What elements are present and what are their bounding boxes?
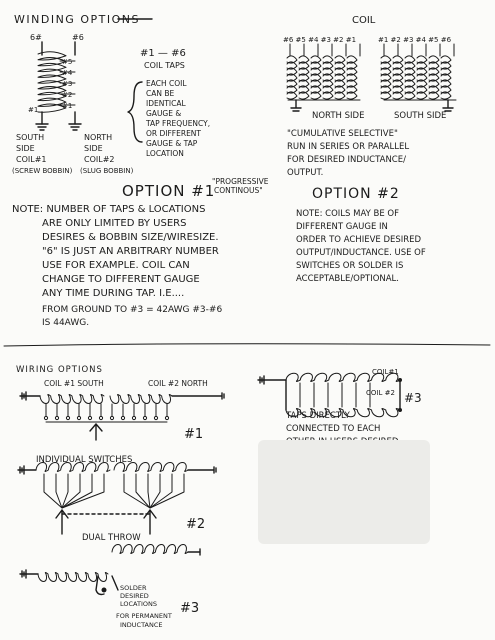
wiring-number-1: #1 — [184, 427, 204, 442]
south-coil-windings — [381, 44, 456, 100]
top-right-tap: #6 — [72, 33, 84, 42]
w2-ground-right — [214, 467, 216, 473]
w4-solder-dot — [102, 588, 107, 593]
switch-contact — [154, 416, 157, 419]
wiring-number-3a: #3 — [404, 391, 422, 405]
switch-contact — [143, 416, 146, 419]
title: WINDING OPTIONS — [14, 13, 140, 26]
switch-contact — [77, 416, 80, 419]
ground-symbol-right — [69, 124, 81, 130]
south-caption: SOUTH SIDE COIL#1 (SCREW BOBBIN) — [12, 133, 73, 175]
option2-heading: OPTION #2 — [312, 186, 400, 202]
w4-coil-right-windings — [112, 545, 188, 554]
tap-label-3: #3 — [62, 80, 73, 88]
w3-coil1-label: COIL#1 — [372, 368, 399, 376]
throw-lead — [150, 474, 184, 508]
switch-contact — [66, 416, 69, 419]
south-ground — [443, 100, 453, 111]
w3-tap-links — [300, 383, 370, 407]
option2-coil-diagram — [283, 36, 456, 121]
wiring-option-3-solder — [20, 545, 200, 630]
w2-ground-left — [18, 466, 24, 474]
option1-heading: OPTION #1 — [122, 182, 216, 200]
coil-loops — [287, 56, 297, 99]
option1-coil-diagram — [12, 33, 134, 175]
individual-switches-label: INDIVIDUAL SWITCHES — [36, 455, 133, 465]
w1-switch-leads — [44, 404, 168, 422]
switch-contact — [99, 416, 102, 419]
north-side-label: NORTH SIDE — [312, 111, 365, 121]
coil-loops — [40, 395, 104, 404]
ground-symbol-left — [36, 124, 48, 130]
coil-loops — [112, 545, 188, 554]
w1-arrow — [90, 424, 102, 440]
throw-lead — [148, 474, 150, 508]
w4-ground-left — [20, 570, 26, 578]
throw-lead — [62, 474, 92, 508]
switch-contact — [88, 416, 91, 419]
coil-loops — [110, 395, 172, 404]
coil-loops — [393, 56, 403, 99]
coil-loops — [429, 56, 439, 99]
coil-loops — [323, 56, 333, 99]
coil2-north-label: COIL #2 NORTH — [148, 379, 208, 388]
wiring-option-3-direct — [258, 368, 422, 417]
coil-loops — [347, 56, 357, 99]
brace-note: EACH COIL CAN BE IDENTICAL GAUGE & TAP FREQUENCY, OR DIFFERENT GAUGE & TAP LOCATION — [146, 79, 211, 158]
w3-node-top — [398, 378, 402, 382]
w3-ground — [258, 376, 264, 384]
coil-loops — [417, 56, 427, 99]
throw-lead — [44, 474, 62, 508]
switch-contact — [165, 416, 168, 419]
w1-ground-right — [222, 393, 224, 399]
coil-loops — [441, 56, 451, 99]
switch-contact — [44, 416, 47, 419]
w1-coil-north — [110, 395, 172, 404]
throw-lead — [150, 474, 160, 508]
coil-loops — [299, 56, 309, 99]
wiring-option-2 — [18, 463, 216, 544]
north-caption: NORTH SIDE COIL#2 (SLUG BOBBIN) — [80, 133, 134, 175]
switch-contact — [132, 416, 135, 419]
tap-label-2: #2 — [62, 91, 73, 99]
section-divider — [4, 344, 490, 346]
option1-note: NOTE: NUMBER OF TAPS & LOCATIONS ARE ONLY LIMITED BY USERS DESIRES & BOBBIN SIZE/WIRESIZE. "6" IS JUST AN ARBITRARY NUMBER USE FOR EXAMPLE. COIL CAN CHANGE TO DIFFERENT GAUGE ANY TIME DURING TAP. I.E.... FROM GROUND TO #3 = 42AWG #3-#6 IS 44AWG. — [12, 204, 223, 328]
coil-taps-label: #1 — #6 COIL TAPS — [140, 48, 186, 70]
south-tap-numbers: #1 #2 #3 #4 #5 #6 — [378, 36, 452, 44]
coil-loops — [335, 56, 345, 99]
switch-contact — [55, 416, 58, 419]
tap-label-5: #5 — [62, 58, 73, 66]
w3-node-bottom — [398, 408, 402, 412]
wiring-heading: WIRING OPTIONS — [16, 365, 103, 375]
north-tap-numbers: #6 #5 #4 #3 #2 #1 — [283, 36, 357, 44]
tap-label-4: #4 — [62, 69, 73, 77]
coil-loops — [381, 56, 391, 99]
option2-note: NOTE: COILS MAY BE OF DIFFERENT GAUGE IN ORDER TO ACHIEVE DESIRED OUTPUT/INDUCTANCE. USE OF SWITCHES OR SOLDER IS ACCEPTABLE/OPTIONAL. — [296, 209, 426, 284]
eraser-smudge — [258, 440, 430, 544]
coil-loops — [311, 56, 321, 99]
wiring-number-3b: #3 — [180, 601, 200, 616]
south-side-label: SOUTH SIDE — [394, 111, 447, 121]
coil-header: COIL — [352, 15, 376, 26]
top-left-tap: 6# — [30, 33, 42, 42]
coil-loops — [405, 56, 415, 99]
w3-coil2-label: COIL #2 — [366, 389, 395, 397]
option1-subheading: "PROGRESSIVE CONTINOUS" — [212, 177, 269, 195]
bottom-left-tap: #1 — [28, 106, 39, 114]
w2-switch-leads — [44, 474, 184, 508]
wiring-number-2: #2 — [186, 517, 206, 532]
wiring-option-1 — [20, 379, 224, 465]
north-coil-windings — [287, 44, 360, 100]
switch-contact — [110, 416, 113, 419]
taps-connected-note: TAPS DIRECTLY CONNECTED TO EACH — [286, 411, 381, 434]
w1-ground-left — [20, 392, 26, 400]
cumulative-note: "CUMULATIVE SELECTIVE" RUN IN SERIES OR PARALLEL FOR DESIRED INDUCTANCE/ OUTPUT. — [287, 129, 410, 178]
dual-throw-label: DUAL THROW — [82, 533, 141, 543]
coil1-south-label: COIL #1 SOUTH — [44, 379, 104, 388]
solder-note: SOLDER DESIRED LOCATIONS FOR PERMANENT INDUCTANCE — [116, 584, 172, 629]
north-ground — [291, 100, 301, 111]
ground-leads — [42, 112, 75, 124]
w1-coil-south — [40, 395, 104, 404]
brace — [128, 82, 142, 142]
tap-label-1: #1 — [62, 102, 73, 110]
switch-contact — [121, 416, 124, 419]
